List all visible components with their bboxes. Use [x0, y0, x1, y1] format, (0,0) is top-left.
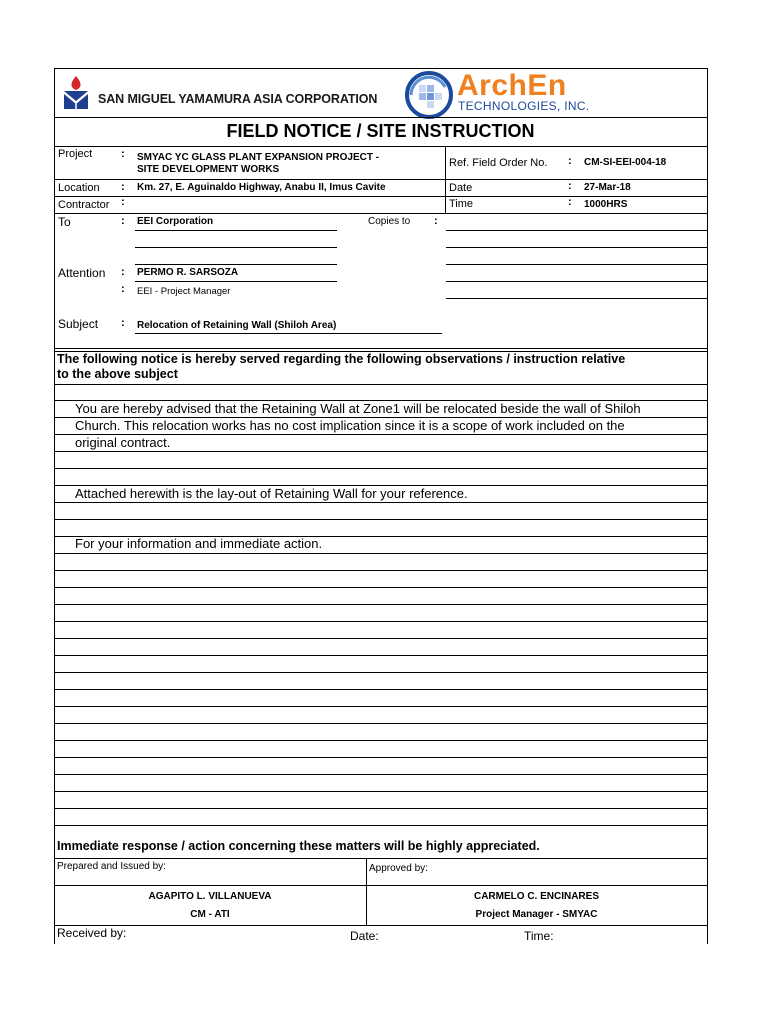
- section-divider-top: [54, 348, 707, 349]
- notice-rule-line: [54, 808, 707, 809]
- copies-label: Copies to: [368, 216, 411, 227]
- notice-rule-line: [54, 672, 707, 673]
- copies-line-1: [446, 230, 707, 231]
- received-time-label: Time:: [524, 929, 554, 943]
- received-by-label: Received by:: [57, 926, 127, 940]
- notice-rule-line: [54, 570, 707, 571]
- project-colon: :: [121, 148, 125, 160]
- project-label: Project: [58, 148, 93, 160]
- copies-line-5: [446, 298, 707, 299]
- info-row-line-2: [54, 196, 707, 197]
- signature-top-line: [54, 858, 707, 859]
- smc-company-name: SAN MIGUEL YAMAMURA ASIA CORPORATION: [98, 92, 378, 106]
- prepared-name: AGAPITO L. VILLANUEVA: [148, 891, 272, 902]
- notice-closing: Immediate response / action concerning these matters will be highly appreciated.: [57, 839, 540, 853]
- notice-rule-line: [54, 638, 707, 639]
- to-value: EEI Corporation: [137, 216, 214, 227]
- subject-label: Subject: [58, 317, 99, 331]
- location-colon: :: [121, 181, 125, 193]
- ref-value: CM-SI-EEI-004-18: [584, 157, 667, 168]
- attention-value: PERMO R. SARSOZA: [137, 267, 239, 278]
- title-divider: [54, 146, 707, 147]
- notice-paragraph-1-line1: You are hereby advised that the Retaining Wall at Zone1 will be relocated beside the wall of Shiloh: [75, 401, 641, 416]
- notice-rule-line: [54, 689, 707, 690]
- notice-paragraph-3: For your information and immediate action.: [75, 536, 323, 551]
- attention-line: [135, 281, 337, 282]
- notice-intro-line1: The following notice is hereby served regarding the following observations / instruction relative: [57, 352, 626, 366]
- notice-paragraph-1-line3: original contract.: [75, 435, 171, 450]
- copies-colon: :: [434, 215, 438, 227]
- prepared-by-label: Prepared and Issued by:: [57, 861, 166, 872]
- notice-rule-line: [54, 553, 707, 554]
- approved-position: Project Manager - SMYAC: [475, 909, 598, 920]
- notice-rule-line: [54, 774, 707, 775]
- notice-rule-line: [54, 825, 707, 826]
- notice-rule-line: [54, 791, 707, 792]
- signature-mid-line: [54, 885, 707, 886]
- notice-rule-line: [54, 621, 707, 622]
- date-value: 27-Mar-18: [584, 182, 631, 193]
- ref-colon: :: [568, 155, 572, 167]
- info-row-line-1: [54, 179, 707, 180]
- subject-colon: :: [121, 317, 125, 329]
- to-label: To: [58, 215, 71, 229]
- notice-rule-line: [54, 502, 707, 503]
- notice-rule-line: [54, 519, 707, 520]
- frame-top: [54, 68, 707, 69]
- frame-left: [54, 68, 55, 944]
- smc-logo-icon: [62, 74, 90, 110]
- archen-logo-text: ArchEn: [457, 69, 567, 102]
- smc-logo: [62, 74, 90, 110]
- ref-label: Ref. Field Order No.: [449, 157, 548, 169]
- subject-value: Relocation of Retaining Wall (Shiloh Area): [137, 320, 337, 331]
- notice-rule-line: [54, 587, 707, 588]
- attention-label: Attention: [58, 266, 106, 280]
- to-line-1: [135, 230, 337, 231]
- attention-colon: :: [121, 266, 125, 278]
- to-line-2: [135, 247, 337, 248]
- project-value-line1: SMYAC YC GLASS PLANT EXPANSION PROJECT -: [137, 152, 380, 163]
- notice-rule-line: [54, 706, 707, 707]
- notice-rule-line: [54, 384, 707, 385]
- received-date-label: Date:: [350, 929, 379, 943]
- info-row-line-3: [54, 213, 707, 214]
- attention-title-colon: :: [121, 283, 125, 295]
- location-value: Km. 27, E. Aguinaldo Highway, Anabu II, Imus Cavite: [137, 182, 386, 193]
- prepared-position: CM - ATI: [190, 909, 230, 920]
- frame-right: [707, 68, 708, 944]
- approved-name: CARMELO C. ENCINARES: [473, 891, 599, 902]
- archen-globe-icon: [403, 71, 458, 119]
- notice-rule-line: [54, 451, 707, 452]
- notice-rule-line: [54, 468, 707, 469]
- notice-rule-line: [54, 757, 707, 758]
- notice-intro-line2: to the above subject: [57, 367, 178, 381]
- copies-line-4: [446, 281, 707, 282]
- notice-paragraph-2: Attached herewith is the lay-out of Retaining Wall for your reference.: [75, 486, 468, 501]
- notice-rule-line: [54, 655, 707, 656]
- to-colon: :: [121, 215, 125, 227]
- date-label: Date: [449, 182, 473, 194]
- date-colon: :: [568, 180, 572, 192]
- copies-line-3: [446, 264, 707, 265]
- notice-rule-line: [54, 604, 707, 605]
- project-value-line2: SITE DEVELOPMENT WORKS: [137, 164, 280, 175]
- location-label: Location: [58, 182, 100, 194]
- notice-paragraph-1-line2: Church. This relocation works has no cost implication since it is a scope of work included on the: [75, 418, 625, 433]
- copies-line-2: [446, 247, 707, 248]
- archen-logo-subtext: TECHNOLOGIES, INC.: [458, 99, 590, 113]
- approved-by-label: Approved by:: [369, 863, 428, 874]
- attention-title: EEI - Project Manager: [137, 286, 231, 297]
- header-divider: [54, 117, 707, 118]
- page-title: FIELD NOTICE / SITE INSTRUCTION: [226, 121, 535, 141]
- to-line-3: [135, 264, 337, 265]
- time-value: 1000HRS: [584, 199, 628, 210]
- archen-logo: [403, 71, 458, 119]
- notice-rule-line: [54, 723, 707, 724]
- contractor-colon: :: [121, 196, 125, 208]
- contractor-label: Contractor: [58, 199, 110, 211]
- time-colon: :: [568, 196, 572, 208]
- subject-line: [135, 333, 442, 334]
- signature-bottom-line: [54, 925, 707, 926]
- time-label: Time: [449, 198, 474, 210]
- notice-rule-line: [54, 740, 707, 741]
